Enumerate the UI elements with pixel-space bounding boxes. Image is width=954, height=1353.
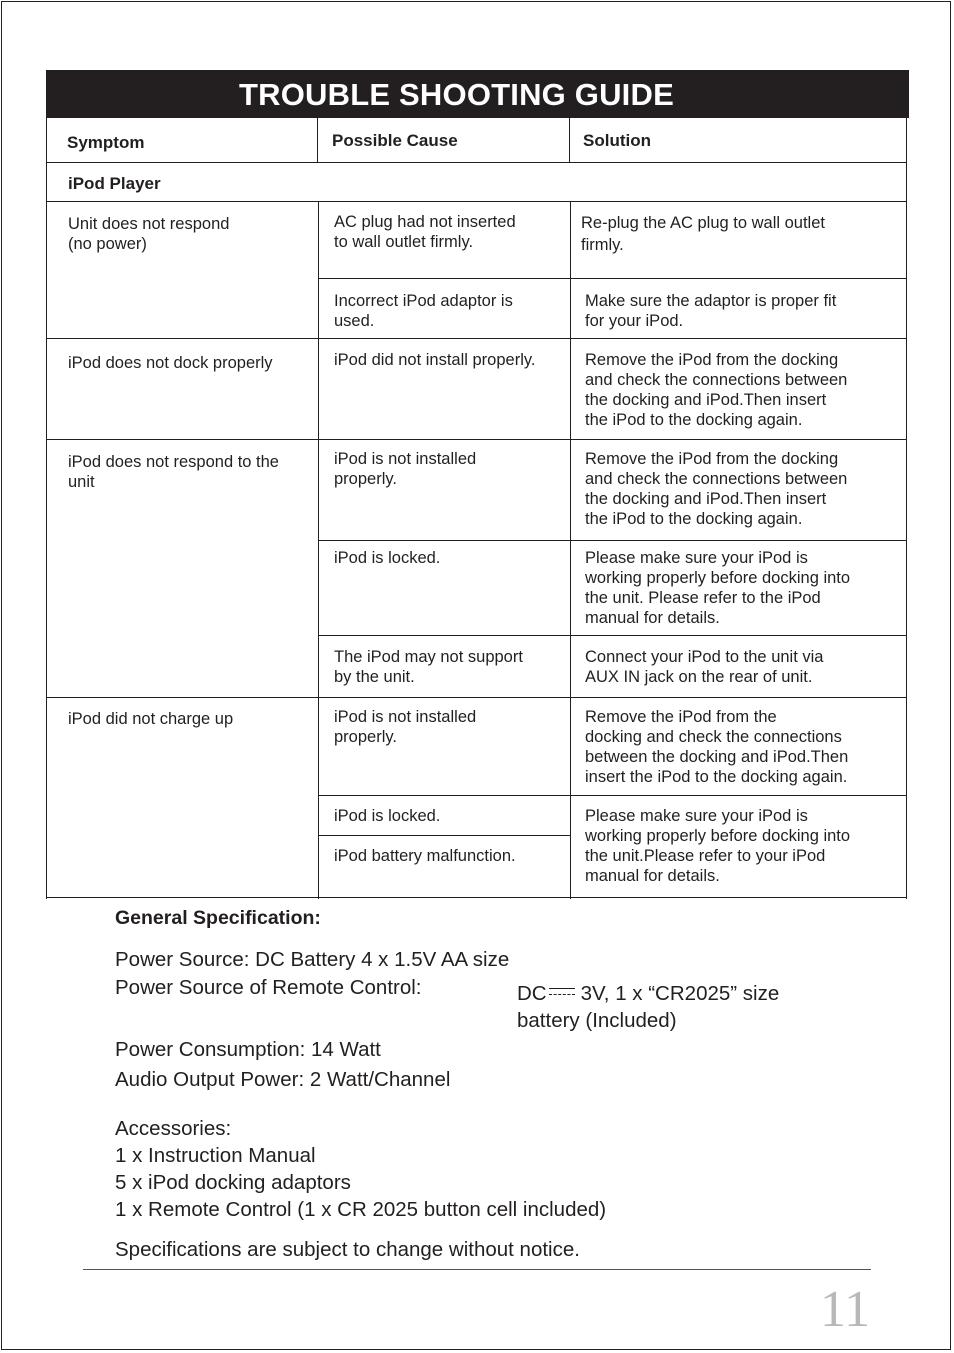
table-left-border bbox=[46, 118, 47, 899]
symptom-line: Unit does not respond bbox=[68, 215, 230, 233]
solution-line: Remove the iPod from the docking bbox=[585, 351, 839, 369]
solution-line: manual for details. bbox=[585, 609, 720, 627]
spec-remote-value bbox=[517, 980, 779, 1034]
row-divider bbox=[318, 278, 907, 279]
solution-cell bbox=[585, 291, 836, 331]
solution-line: insert the iPod to the docking again. bbox=[585, 768, 848, 786]
footer-rule bbox=[83, 1269, 871, 1270]
solution-line: for your iPod. bbox=[585, 312, 684, 330]
solution-line: the iPod to the docking again. bbox=[585, 510, 803, 528]
cause-cell bbox=[334, 212, 516, 252]
header-possible-cause: Possible Cause bbox=[332, 131, 458, 150]
guide-title-bar bbox=[46, 70, 909, 118]
row-divider bbox=[46, 201, 907, 202]
accessory-item: 1 x Remote Control (1 x CR 2025 button cell included) bbox=[115, 1198, 607, 1221]
symptom-cell bbox=[68, 709, 233, 729]
accessories-block bbox=[115, 1115, 606, 1223]
table-right-border bbox=[906, 118, 907, 899]
solution-cell bbox=[585, 548, 850, 628]
cause-line: to wall outlet firmly. bbox=[334, 233, 474, 251]
spec-remote-label: Power Source of Remote Control: bbox=[115, 976, 422, 999]
solution-cell bbox=[585, 806, 850, 886]
row-divider bbox=[318, 635, 907, 636]
solution-line: and check the connections between bbox=[585, 470, 848, 488]
row-divider bbox=[46, 697, 907, 698]
solution-line: Re-plug the AC plug to wall outlet bbox=[581, 214, 825, 232]
cause-line: by the unit. bbox=[334, 668, 415, 686]
header-symptom: Symptom bbox=[67, 133, 145, 152]
cause-cell bbox=[334, 291, 513, 331]
spec-power-consumption: Power Consumption: 14 Watt bbox=[115, 1038, 381, 1061]
symptom-line: unit bbox=[68, 473, 95, 491]
solution-line: manual for details. bbox=[585, 867, 720, 885]
row-divider bbox=[318, 835, 570, 836]
section-ipod-player: iPod Player bbox=[68, 174, 161, 193]
solution-line: Remove the iPod from the bbox=[585, 708, 777, 726]
cause-line: properly. bbox=[334, 470, 397, 488]
symptom-line: (no power) bbox=[68, 235, 147, 253]
solution-line: firmly. bbox=[581, 236, 624, 254]
spec-notice: Specifications are subject to change without notice. bbox=[115, 1238, 580, 1261]
cause-line: iPod did not install properly. bbox=[334, 351, 536, 369]
solution-line: AUX IN jack on the rear of unit. bbox=[585, 668, 813, 686]
solution-line: Connect your iPod to the unit via bbox=[585, 648, 824, 666]
solution-line: between the docking and iPod.Then bbox=[585, 748, 849, 766]
cause-line: AC plug had not inserted bbox=[334, 213, 516, 231]
cause-line: iPod is not installed bbox=[334, 450, 477, 468]
cause-cell bbox=[334, 647, 523, 687]
solution-line: Remove the iPod from the docking bbox=[585, 450, 839, 468]
row-divider bbox=[46, 338, 907, 339]
spec-audio-output: Audio Output Power: 2 Watt/Channel bbox=[115, 1068, 451, 1091]
spec-remote-value-line-2: battery (Included) bbox=[517, 1009, 677, 1032]
cause-cell bbox=[334, 350, 535, 370]
solution-line: the unit. Please refer to the iPod bbox=[585, 589, 821, 607]
solution-line: docking and check the connections bbox=[585, 728, 842, 746]
row-divider bbox=[318, 795, 907, 796]
solution-cell bbox=[585, 449, 847, 529]
cause-line: Incorrect iPod adaptor is bbox=[334, 292, 513, 310]
remote-battery-spec: 3V, 1 x “CR2025” size bbox=[580, 982, 780, 1005]
column-divider-1 bbox=[317, 118, 318, 163]
guide-title: TROUBLE SHOOTING GUIDE bbox=[239, 77, 674, 112]
cause-line: iPod is not installed bbox=[334, 708, 477, 726]
symptom-line: iPod does not dock properly bbox=[68, 354, 273, 372]
symptom-cell bbox=[68, 214, 229, 254]
accessory-item: 5 x iPod docking adaptors bbox=[115, 1171, 351, 1194]
dc-label: DC bbox=[517, 982, 547, 1005]
cause-cell bbox=[334, 846, 516, 866]
cause-cell bbox=[334, 707, 476, 747]
solution-line: the docking and iPod.Then insert bbox=[585, 391, 827, 409]
solution-cell bbox=[585, 647, 823, 687]
cause-cell bbox=[334, 806, 440, 826]
solution-line: Please make sure your iPod is bbox=[585, 549, 808, 567]
spec-title: General Specification: bbox=[115, 907, 321, 929]
cause-cell bbox=[334, 449, 476, 489]
solution-line: Make sure the adaptor is proper fit bbox=[585, 292, 837, 310]
dc-voltage-icon bbox=[549, 986, 575, 998]
cause-line: properly. bbox=[334, 728, 397, 746]
cause-line: iPod battery malfunction. bbox=[334, 847, 516, 865]
solution-line: and check the connections between bbox=[585, 371, 848, 389]
solution-cell bbox=[585, 350, 847, 430]
cause-cell bbox=[334, 548, 440, 568]
cause-line: iPod is locked. bbox=[334, 807, 441, 825]
solution-line: working properly before docking into bbox=[585, 569, 851, 587]
symptom-line: iPod does not respond to the bbox=[68, 453, 279, 471]
solution-line: the iPod to the docking again. bbox=[585, 411, 803, 429]
solution-cell bbox=[585, 707, 848, 787]
accessory-item: 1 x Instruction Manual bbox=[115, 1144, 316, 1167]
solution-line: the docking and iPod.Then insert bbox=[585, 490, 827, 508]
symptom-line: iPod did not charge up bbox=[68, 710, 234, 728]
cause-line: used. bbox=[334, 312, 375, 330]
accessories-title: Accessories: bbox=[115, 1117, 232, 1140]
symptom-cell bbox=[68, 353, 273, 373]
symptom-cell bbox=[68, 452, 279, 492]
row-divider bbox=[318, 540, 907, 541]
row-divider bbox=[46, 162, 907, 163]
solution-cell bbox=[581, 212, 825, 256]
spec-remote-value-line-1 bbox=[517, 980, 779, 1007]
row-divider bbox=[46, 439, 907, 440]
solution-line: the unit.Please refer to your iPod bbox=[585, 847, 826, 865]
table-bottom-border bbox=[46, 897, 907, 898]
solution-line: working properly before docking into bbox=[585, 827, 851, 845]
cause-line: The iPod may not support bbox=[334, 648, 523, 666]
page-number: 11 bbox=[820, 1281, 871, 1338]
spec-power-source: Power Source: DC Battery 4 x 1.5V AA size bbox=[115, 948, 510, 971]
cause-line: iPod is locked. bbox=[334, 549, 441, 567]
column-divider-2 bbox=[569, 118, 570, 163]
solution-line: Please make sure your iPod is bbox=[585, 807, 808, 825]
header-solution: Solution bbox=[583, 131, 651, 150]
